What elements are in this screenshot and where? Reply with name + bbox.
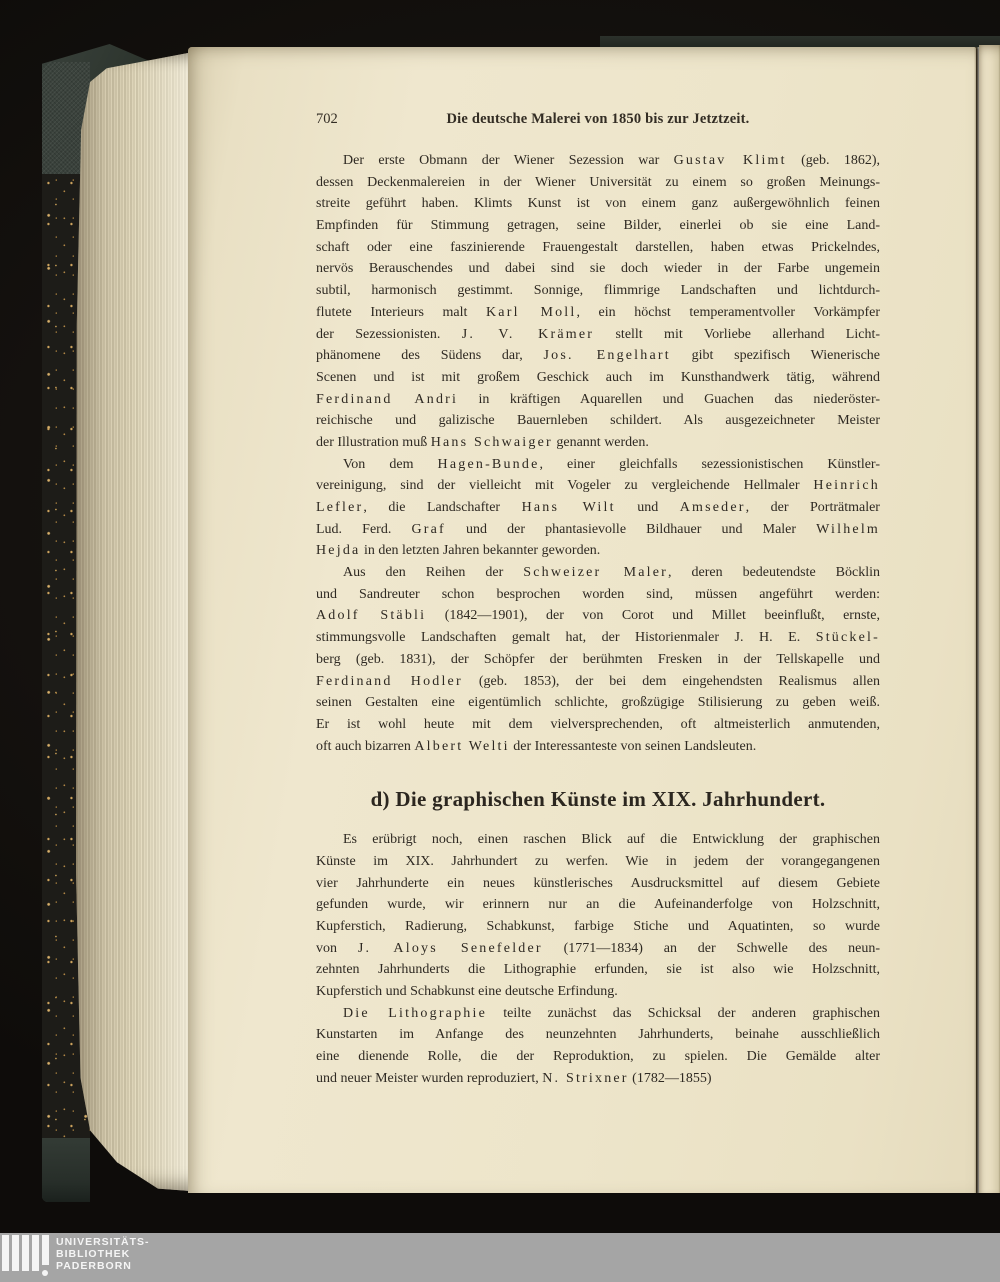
- emphasized-name: Stückel-: [815, 630, 880, 646]
- text-line: Adolf Stäbli (1842—1901), der von Corot und Millet beeinflußt, ernste,: [316, 608, 880, 624]
- text-line: Er ist wohl heute mit dem vielversprechenden, oft altmeisterlich anmutenden,: [316, 716, 880, 732]
- body-text: [316, 150, 880, 1090]
- emphasized-name: Die Lithographie: [343, 1005, 487, 1021]
- emphasized-name: Adolf Stäbli: [316, 608, 427, 624]
- emphasized-name: Albert Welti: [414, 738, 510, 754]
- paragraph: [316, 454, 880, 562]
- emphasized-name: Jos. Engelhart: [543, 348, 671, 364]
- text-line: Scenen und ist mit großem Geschick auch im Kunsthandwerk tätig, während: [316, 369, 880, 385]
- library-logo-icon: [2, 1235, 54, 1280]
- emphasized-name: Gustav Klimt: [673, 153, 787, 168]
- text-line: der Sezessionisten. J. V. Krämer stellt mit Vorliebe allerhand Licht-: [316, 326, 880, 342]
- emphasized-name: Lefler: [316, 500, 364, 515]
- text-line: und neuer Meister wurden reproduziert, N. Strixner (1782—1855): [316, 1070, 712, 1086]
- logo-bar: [42, 1235, 49, 1265]
- text-line: von J. Aloys Senefelder (1771—1834) an der Schwelle des neun-: [316, 940, 880, 956]
- emphasized-name: Schweizer Maler: [523, 565, 669, 581]
- text-line: subtil, harmonisch gestimmt. Sonnige, flimmrige Landschaften und lichtdurch-: [316, 283, 880, 299]
- emphasized-name: Wilhelm: [816, 521, 880, 537]
- text-line: flutete Interieurs malt Karl Moll, ein höchst temperamentvoller Vorkämpfer: [316, 304, 880, 320]
- logo-bar: [12, 1235, 19, 1271]
- text-line: Lefler, die Landschafter Hans Wilt und Amseder, der Porträtmaler: [316, 500, 880, 515]
- emphasized-name: Graf: [411, 521, 446, 537]
- text-line: Von dem Hagen-Bunde, einer gleichfalls sezessionistischen Künstler-: [343, 456, 880, 472]
- text-line: nervös Berauschendes und dabei sind sie doch wieder in der Farbe ungemein: [316, 261, 880, 277]
- text-line: Es erübrigt noch, einen raschen Blick auf die Entwicklung der graphischen: [343, 832, 880, 848]
- library-name-line: PADERBORN: [56, 1260, 132, 1272]
- page-edge-strip: [979, 45, 1000, 1193]
- paragraph: [316, 150, 880, 454]
- text-line: stimmungsvolle Landschaften gemalt hat, der Historienmaler J. H. E. Stückel-: [316, 630, 880, 646]
- text-line: Künste im XIX. Jahrhundert zu werfen. Wie in jedem der vorangegangenen: [316, 853, 880, 869]
- text-line: Kupferstich und Schabkunst eine deutsche Erfindung.: [316, 984, 618, 1000]
- emphasized-name: Hejda: [316, 543, 361, 559]
- text-line: Empfinden für Stimmung getragen, seine Bilder, einerlei ob sie eine Land-: [316, 218, 880, 234]
- emphasized-name: Hans Schwaiger: [430, 434, 553, 450]
- book-page: [188, 47, 976, 1193]
- paragraph: [316, 1003, 880, 1090]
- emphasized-name: Ferdinand Andri: [316, 391, 459, 407]
- library-name-line: BIBLIOTHEK: [56, 1248, 131, 1260]
- text-line: zehnten Jahrhunderts die Lithographie erfunden, sie ist also wie Holzschnitt,: [316, 962, 880, 978]
- paragraph: [316, 829, 880, 1003]
- emphasized-name: J. Aloys Senefelder: [357, 940, 543, 956]
- text-line: der Illustration muß Hans Schwaiger genannt werden.: [316, 434, 649, 450]
- text-line: und Sandreuter schon besprochen worden sind, müssen angeführt werden:: [316, 586, 880, 602]
- text-line: Ferdinand Hodler (geb. 1853), der bei dem eingehendsten Realismus allen: [316, 673, 880, 689]
- text-line: Ferdinand Andri in kräftigen Aquarellen und Guachen das niederöster-: [316, 391, 880, 407]
- library-banner: [0, 1233, 1000, 1282]
- text-line: vereinigung, sind der vielleicht mit Vogeler zu vergleichende Hellmaler Heinrich: [316, 478, 880, 494]
- text-line: Aus den Reihen der Schweizer Maler, deren bedeutendste Böcklin: [343, 565, 880, 581]
- text-line: vier Jahrhunderte ein neues künstlerisches Ausdrucksmittel auf diesem Gebiete: [316, 875, 880, 891]
- text-line: oft auch bizarren Albert Welti der Interessanteste von seinen Landsleuten.: [316, 738, 757, 754]
- emphasized-name: Heinrich: [813, 478, 880, 494]
- text-line: berg (geb. 1831), der Schöpfer der berühmten Fresken in der Tellskapelle und: [316, 651, 880, 667]
- text-line: seinen Gestalten eine eigentümlich schlichte, großzügige Stilisierung zu geben weiß.: [316, 695, 880, 711]
- text-line: Lud. Ferd. Graf und der phantasievolle Bildhauer und Maler Wilhelm: [316, 521, 880, 537]
- text-line: reichische und galizische Bauernleben schildert. Als ausgezeichneter Meister: [316, 413, 880, 429]
- emphasized-name: Hagen-Bunde: [437, 456, 540, 472]
- library-name: [56, 1236, 150, 1272]
- emphasized-name: Karl Moll: [486, 304, 577, 320]
- text-line: dessen Deckenmalereien in der Wiener Universität zu einem so großen Meinungs-: [316, 174, 880, 190]
- logo-bar: [22, 1235, 29, 1271]
- text-line: Kunstarten im Anfange des neunzehnten Jahrhunderts, beinahe ausschließlich: [316, 1027, 880, 1043]
- text-line: gefunden wurde, wir erinnern nur an die Aufeinanderfolge von Holzschnitt,: [316, 897, 880, 913]
- cover-cloth-bottom: [42, 1138, 90, 1202]
- running-title: Die deutsche Malerei von 1850 bis zur Jetztzeit.: [446, 111, 750, 127]
- text-line: phänomene des Südens dar, Jos. Engelhart gibt spezifisch Wienerische: [316, 348, 880, 364]
- paragraph: [316, 562, 880, 757]
- logo-bar: [2, 1235, 9, 1271]
- emphasized-name: N. Strixner: [542, 1070, 629, 1086]
- text-line: schaft oder eine faszinierende Frauengestalt darstellen, haben etwas Prickelndes,: [316, 239, 880, 255]
- text-line: Der erste Obmann der Wiener Sezession war Gustav Klimt (geb. 1862),: [343, 153, 880, 168]
- logo-exclamation-dot: [42, 1270, 48, 1276]
- text-line: Kupferstich, Radierung, Schabkunst, farbige Stiche und Aquatinten, so wurde: [316, 919, 880, 934]
- logo-bar: [32, 1235, 39, 1271]
- text-line: Hejda in den letzten Jahren bekannter geworden.: [316, 543, 601, 559]
- text-line: eine dienende Rolle, die der Reproduktion, zu spielen. Die Gemälde alter: [316, 1049, 880, 1065]
- text-line: streite geführt haben. Klimts Kunst ist von einem ganz außergewöhnlich feinen: [316, 196, 880, 212]
- emphasized-name: Hans Wilt: [521, 500, 616, 515]
- page-fore-edge: [76, 50, 204, 1192]
- emphasized-name: Amseder: [679, 500, 746, 515]
- text-line: Die Lithographie teilte zunächst das Schicksal der anderen graphischen: [343, 1005, 880, 1021]
- section-heading: d) Die graphischen Künste im XIX. Jahrhundert.: [370, 787, 826, 812]
- emphasized-name: Ferdinand Hodler: [316, 673, 463, 689]
- library-name-line: UNIVERSITÄTS-: [56, 1236, 150, 1248]
- page-number: 702: [316, 111, 338, 127]
- page-header: [316, 111, 880, 131]
- emphasized-name: J. V. Krämer: [461, 326, 595, 342]
